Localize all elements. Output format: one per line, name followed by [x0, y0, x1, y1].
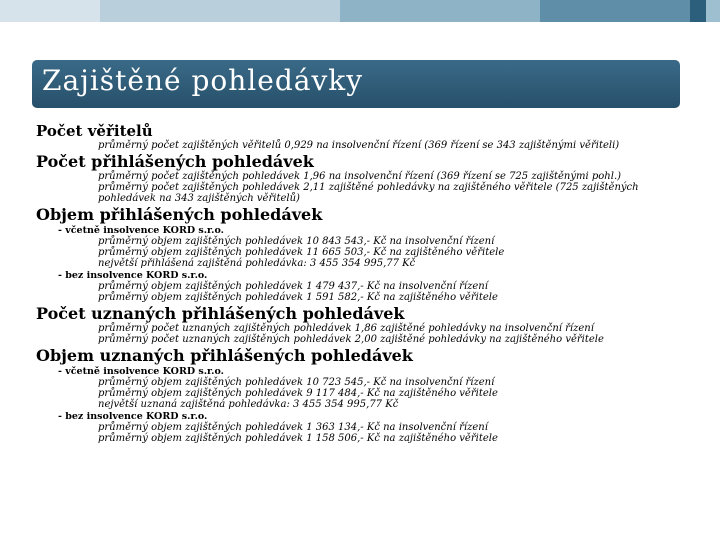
detail-line: průměrný počet uznaných zajištěných pohledávek 2,00 zajištěné pohledávky na zajištěného věřitele	[98, 334, 604, 345]
top-bar-segment	[100, 0, 340, 22]
top-bar-segment	[690, 0, 706, 22]
section-heading: Objem přihlášených pohledávek	[36, 205, 323, 224]
detail-line: průměrný objem zajištěných pohledávek 11 665 503,- Kč na zajištěného věřitele	[98, 247, 505, 258]
detail-line: průměrný počet zajištěných věřitelů 0,929 na insolvenční řízení (369 řízení se 343 zajištěnými věřiteli)	[98, 140, 620, 151]
detail-line: největší přihlášená zajištěná pohledávka: 3 455 354 995,77 Kč	[98, 258, 416, 269]
detail-line: největší uznaná zajištěná pohledávka: 3 455 354 995,77 Kč	[98, 399, 399, 410]
top-bar-segment	[540, 0, 690, 22]
detail-line: průměrný objem zajištěných pohledávek 10 843 543,- Kč na insolvenční řízení	[98, 236, 495, 247]
section-heading: Počet přihlášených pohledávek	[36, 152, 314, 171]
title-banner	[32, 60, 680, 108]
detail-line: průměrný počet zajištěných pohledávek 2,11 zajištěné pohledávky na zajištěného věřitele (725 zajištěných pohledávek na 343 zajištěných věřitelů)	[98, 182, 639, 204]
section-heading: Objem uznaných přihlášených pohledávek	[36, 346, 413, 365]
group-label: - bez insolvence KORD s.r.o.	[58, 411, 208, 422]
detail-line: průměrný objem zajištěných pohledávek 1 591 582,- Kč na zajištěného věřitele	[98, 292, 498, 303]
slide-title: Zajištěné pohledávky	[42, 64, 364, 97]
detail-line: průměrný objem zajištěných pohledávek 10 723 545,- Kč na insolvenční řízení	[98, 377, 495, 388]
detail-line: průměrný objem zajištěných pohledávek 9 117 484,- Kč na zajištěného věřitele	[98, 388, 498, 399]
top-bar-segment	[340, 0, 540, 22]
decorative-top-bar	[0, 0, 720, 22]
section-heading: Počet věřitelů	[36, 122, 153, 140]
detail-line: průměrný objem zajištěných pohledávek 1 479 437,- Kč na insolvenční řízení	[98, 281, 488, 292]
section-heading: Počet uznaných přihlášených pohledávek	[36, 304, 405, 323]
detail-line: průměrný objem zajištěných pohledávek 1 158 506,- Kč na zajištěného věřitele	[98, 433, 498, 444]
top-bar-segment	[0, 0, 100, 22]
slide-content	[36, 122, 696, 444]
group-label: - včetně insolvence KORD s.r.o.	[58, 225, 224, 236]
group-label: - bez insolvence KORD s.r.o.	[58, 270, 208, 281]
group-label: - včetně insolvence KORD s.r.o.	[58, 366, 224, 377]
top-bar-segment	[706, 0, 720, 22]
detail-line: průměrný objem zajištěných pohledávek 1 363 134,- Kč na insolvenční řízení	[98, 422, 488, 433]
detail-line: průměrný počet zajištěných pohledávek 1,96 na insolvenční řízení (369 řízení se 725 zajištěnými pohl.)	[98, 171, 622, 182]
detail-line: průměrný počet uznaných zajištěných pohledávek 1,86 zajištěné pohledávky na insolvenční řízení	[98, 323, 594, 334]
